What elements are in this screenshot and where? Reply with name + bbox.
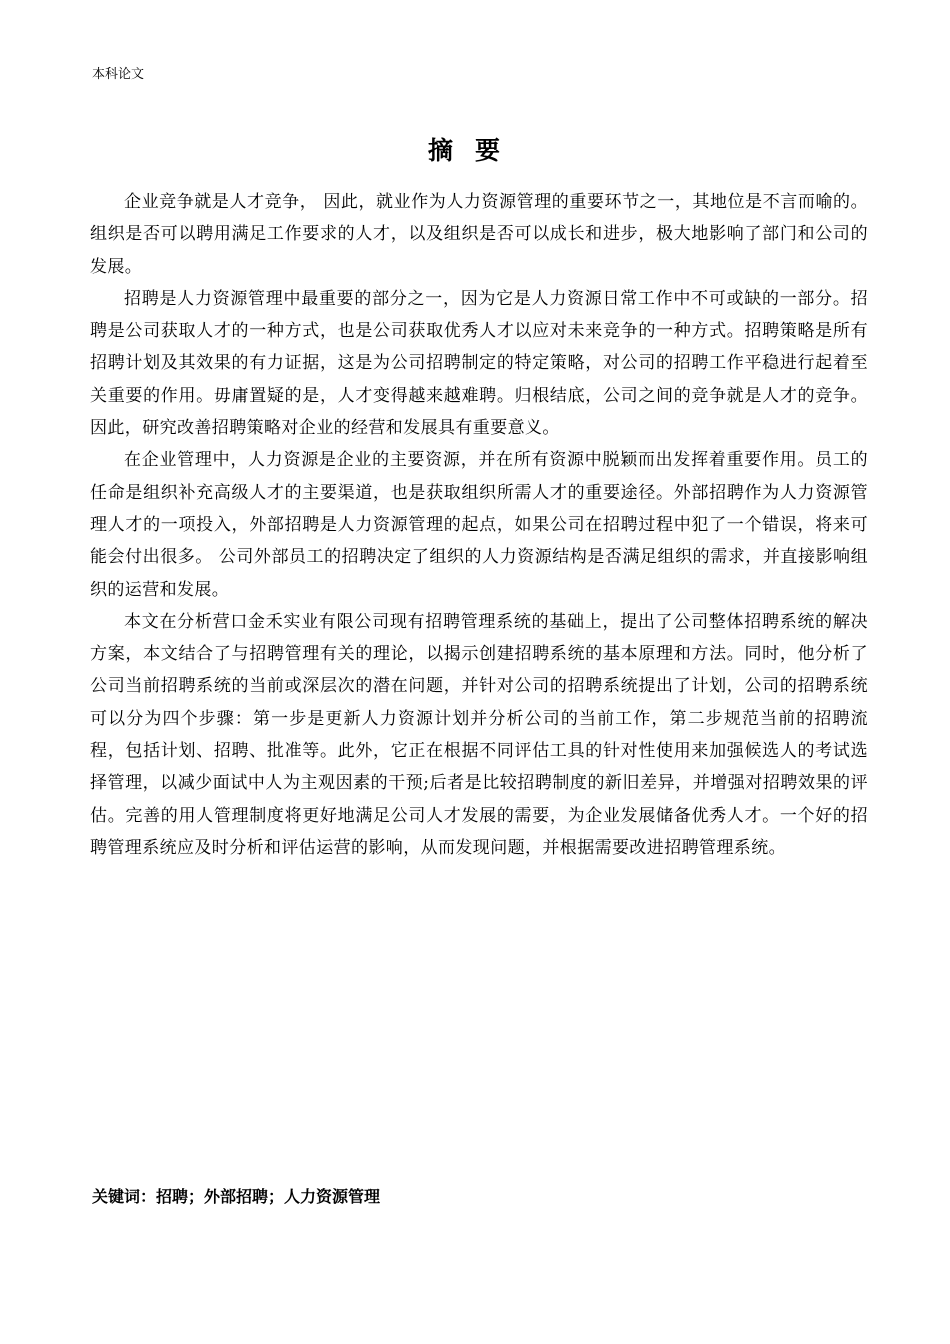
keywords-line: 关键词：招聘；外部招聘；人力资源管理 [92, 1187, 381, 1206]
abstract-title: 摘要 [427, 136, 522, 165]
abstract-body [90, 186, 868, 864]
abstract-paragraph: 招聘是人力资源管理中最重要的部分之一，因为它是人力资源日常工作中不可或缺的一部分。招聘是公司获取人才的一种方式，也是公司获取优秀人才以应对未来竞争的一种方式。招聘策略是所有招聘计划及其效果的有力证据，这是为公司招聘制定的特定策略，对公司的招聘工作平稳进行起着至关重要的作用。毋庸置疑的是，人才变得越来越难聘。归根结底，公司之间的竞争就是人才的竞争。因此，研究改善招聘策略对企业的经营和发展具有重要意义。 [90, 288, 868, 439]
abstract-paragraph: 本文在分析营口金禾实业有限公司现有招聘管理系统的基础上，提出了公司整体招聘系统的解决方案，本文结合了与招聘管理有关的理论，以揭示创建招聘系统的基本原理和方法。同时，他分析了公司当前招聘系统的当前或深层次的潜在问题，并针对公司的招聘系统提出了计划，公司的招聘系统可以分为四个步骤：第一步是更新人力资源计划并分析公司的当前工作，第二步规范当前的招聘流程，包括计划、招聘、批准等。此外，它正在根据不同评估工具的针对性使用来加强候选人的考试选择管理，以减少面试中人为主观因素的干预;后者是比较招聘制度的新旧差异，并增强对招聘效果的评估。完善的用人管理制度将更好地满足公司人才发展的需要，为企业发展储备优秀人才。一个好的招聘管理系统应及时分析和评估运营的影响，从而发现问题，并根据需要改进招聘管理系统。 [90, 611, 868, 858]
abstract-paragraph: 企业竞争就是人才竞争， 因此，就业作为人力资源管理的重要环节之一，其地位是不言而喻的。 组织是否可以聘用满足工作要求的人才，以及组织是否可以成长和进步，极大地影响了部门和公司的发展。 [90, 192, 868, 277]
header-label: 本科论文 [92, 67, 145, 82]
abstract-paragraph: 在企业管理中，人力资源是企业的主要资源，并在所有资源中脱颖而出发挥着重要作用。员工的任命是组织补充高级人才的主要渠道，也是获取组织所需人才的重要途径。外部招聘作为人力资源管理人才的一项投入，外部招聘是人力资源管理的起点，如果公司在招聘过程中犯了一个错误，将来可能会付出很多。 公司外部员工的招聘决定了组织的人力资源结构是否满足组织的需求，并直接影响组织的运营和发展。 [90, 450, 868, 600]
